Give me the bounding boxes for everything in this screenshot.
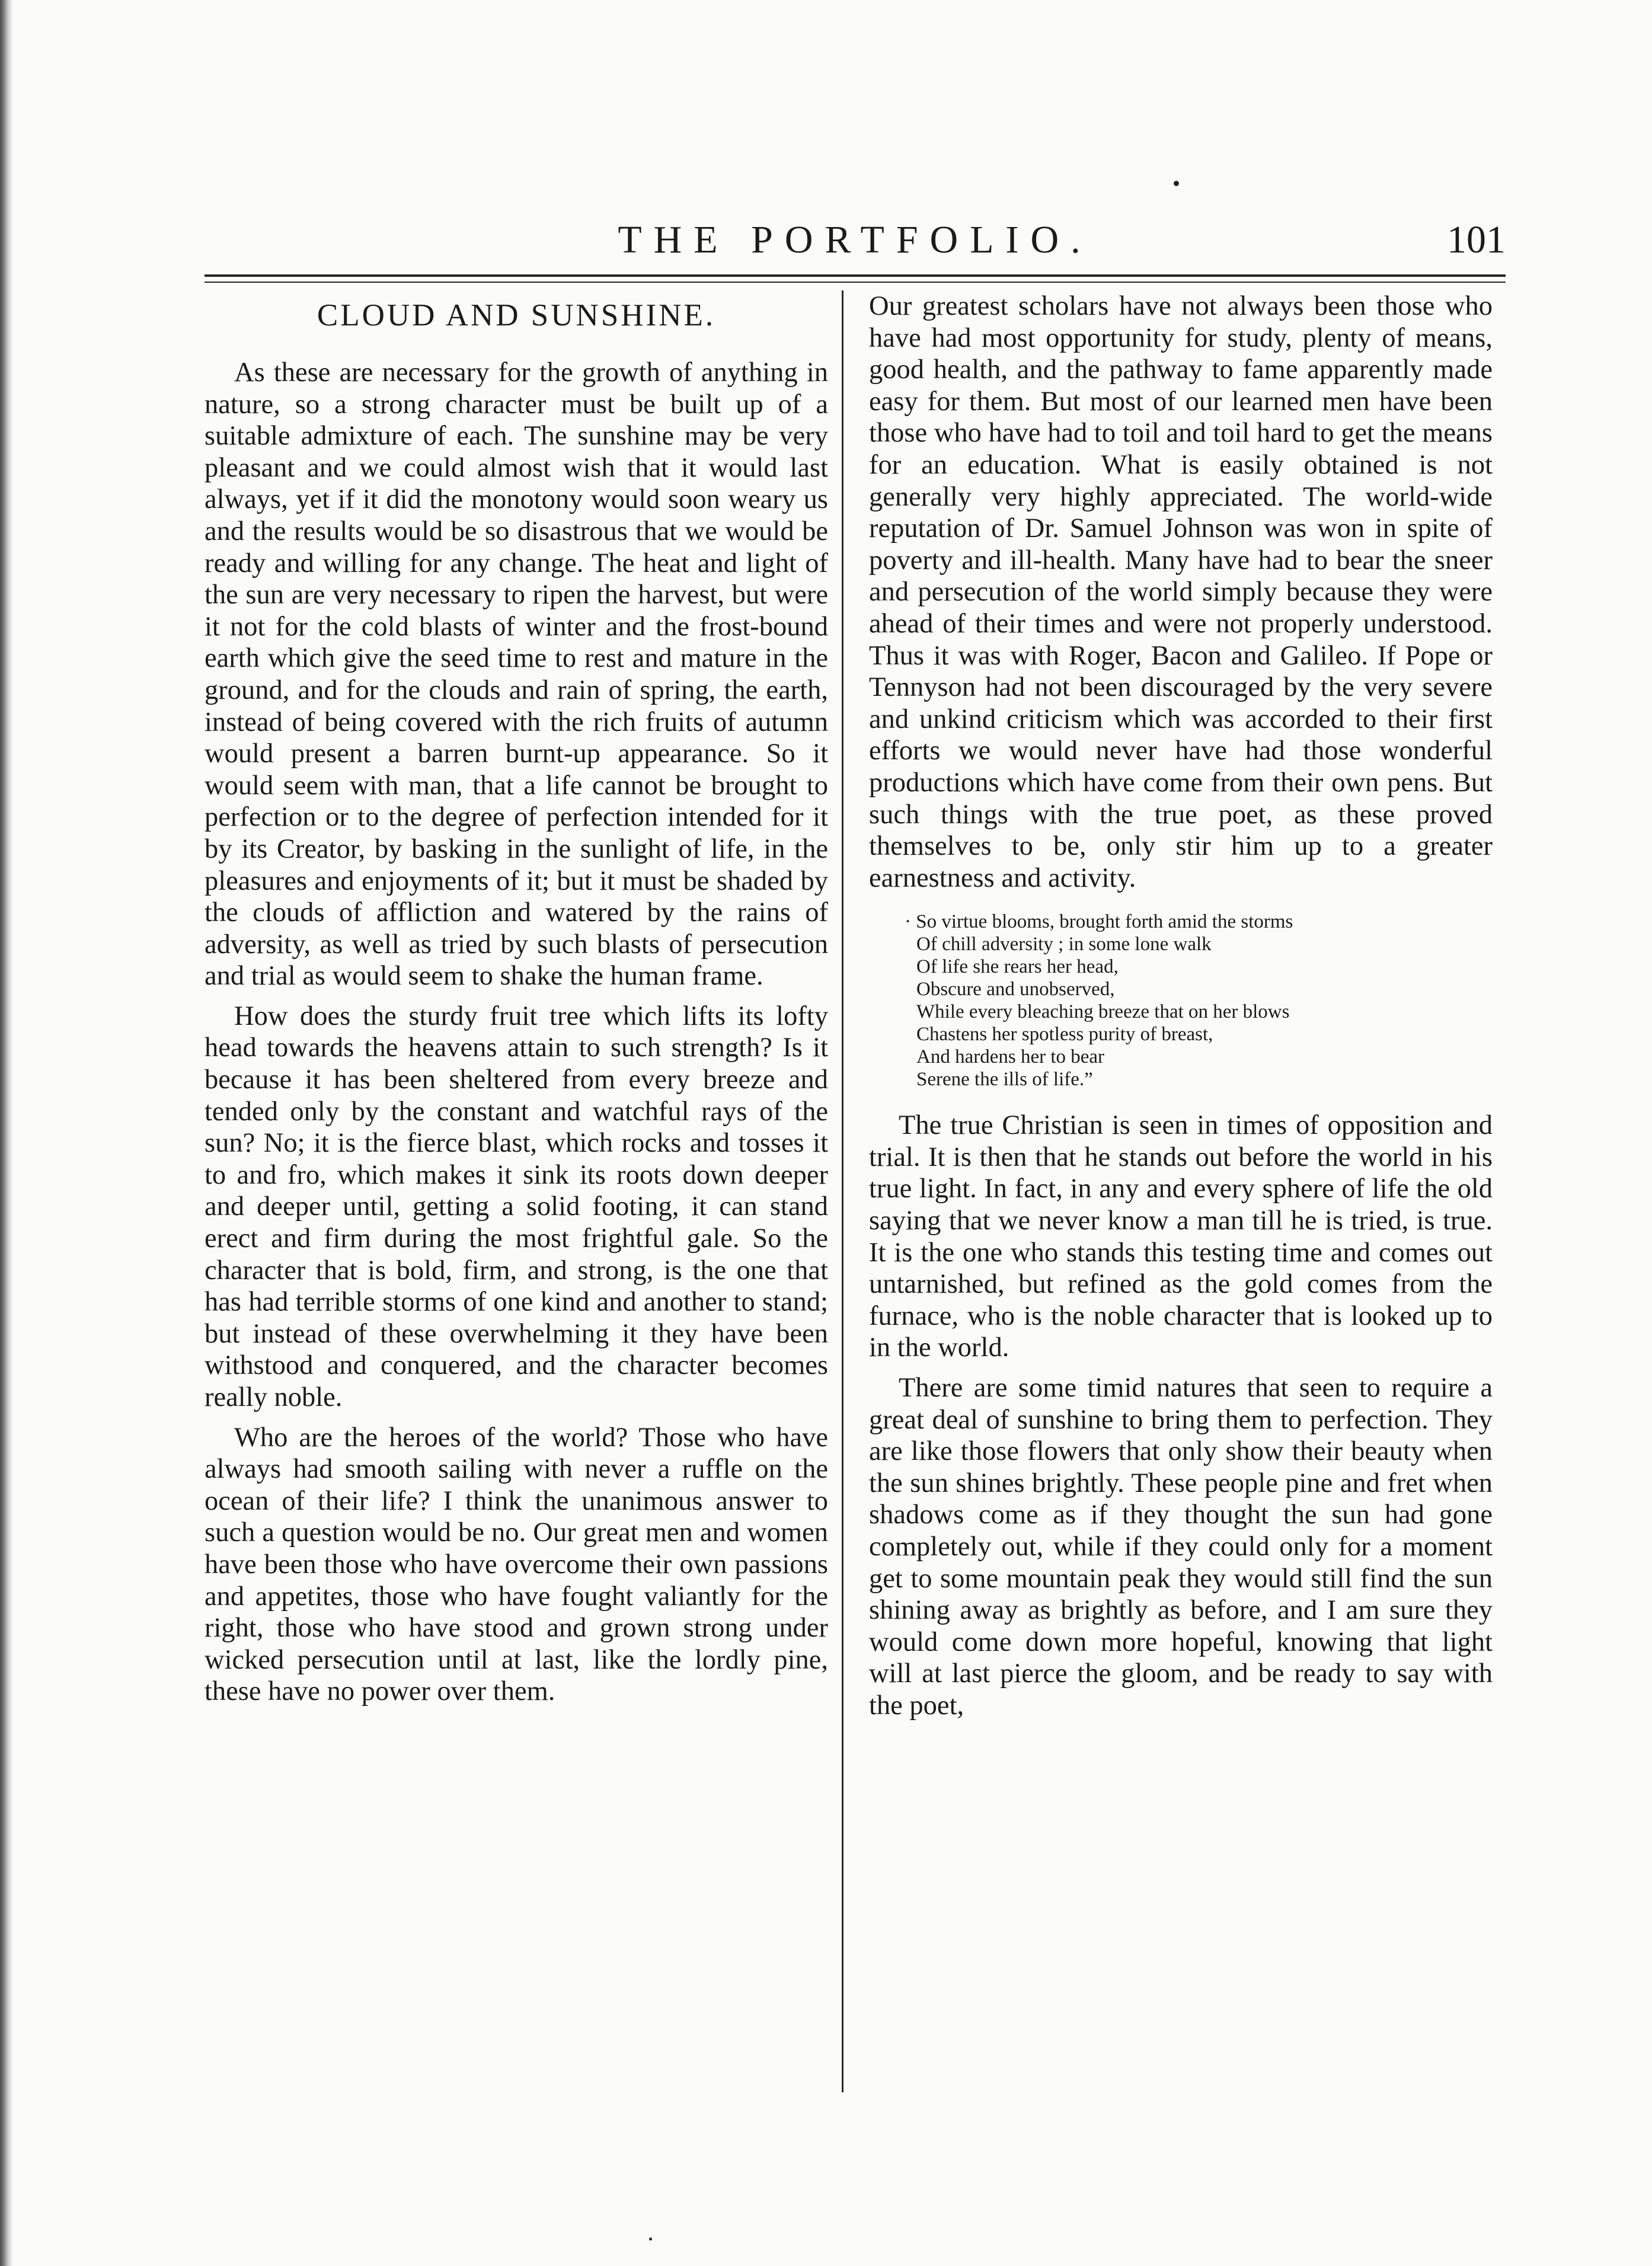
paragraph: As these are necessary for the growth of anything in nature, so a strong character must be built up of a suitable admixture of each. The sunshine may be very pleasant and we could almost wish that it would last always, yet if it did the monotony would soon weary us and the results would be so disastrous that we would be ready and willing for any change. The heat and light of the sun are very necessary to ripen the harvest, but were it not for the cold blasts of winter and the frost-bound earth which give the seed time to rest and mature in the ground, and for the clouds and rain of spring, the earth, instead of being covered with the rich fruits of autumn would present a barren burnt-up appearance. So it would seem with man, that a life cannot be brought to perfection or to the degree of perfection intended for it by its Creator, by basking in the sunlight of life, in the pleasures and enjoyments of it; but it must be shaded by the clouds of affliction and watered by the rains of adversity, as well as tried by such blasts of persecution and trial as would seem to shake the human frame.: [204, 357, 828, 992]
header-rule: [204, 274, 1506, 283]
poem-line: Of chill adversity ; in some lone walk: [916, 934, 1212, 955]
poem-line: Serene the ills of life.”: [916, 1069, 1093, 1091]
paragraph: The true Christian is seen in times of opposition and trial. It is then that he stands out before the world in his true light. In fact, in any and every sphere of life the old saying that we never know a man till he is tried, is true. It is the one who stands this testing time and comes out untarnished, but refined as the gold comes from the furnace, who is the noble character that is looked up to in the world.: [869, 1110, 1493, 1363]
poem-line: While every bleaching breeze that on her blows: [916, 1001, 1290, 1023]
page-number: 101: [1447, 218, 1506, 261]
poem-line: Of life she rears her head,: [916, 956, 1119, 978]
poem-line: · So virtue blooms, brought forth amid the storms: [905, 911, 1293, 933]
running-title: THE PORTFOLIO.: [618, 218, 1092, 261]
poem-line: Chastens her spotless purity of breast,: [916, 1024, 1213, 1046]
running-header: [204, 213, 1506, 267]
paragraph: Who are the heroes of the world? Those who have always had smooth sailing with never a ruffle on the ocean of their life? I think the unanimous answer to such a question would be no. Our great men and women have been those who have overcome their own passions and appetites, those who have fought valiantly for the right, those who have stood and grown strong under wicked persecution until at last, like the lordly pine, these have no power over them.: [204, 1422, 828, 1707]
article-title: CLOUD AND SUNSHINE.: [317, 298, 716, 333]
ink-speck: [1174, 181, 1179, 186]
right-column: [869, 290, 1493, 1730]
poem-line: And hardens her to bear: [916, 1046, 1105, 1068]
paragraph: Our greatest scholars have not always been those who have had most opportunity for study, plenty of means, good health, and the pathway to fame apparently made easy for them. But most of our learned men have been those who have had to toil and toil hard to get the means for an education. What is easily obtained is not generally very highly appreciated. The world-wide reputation of Dr. Samuel Johnson was won in spite of poverty and ill-health. Many have had to bear the sneer and persecution of the world simply because they were ahead of their times and were not properly understood. Thus it was with Roger, Bacon and Galileo. If Pope or Tennyson had not been discouraged by the very severe and unkind criticism which was accorded to their first efforts we would never have had those wonderful productions which have come from their own pens. But such things with the true poet, as these proved themselves to be, only stir him up to a greater earnestness and activity.: [869, 291, 1493, 893]
page-binding-edge: [0, 0, 13, 2266]
ink-speck: [649, 2238, 652, 2241]
poem-line: Obscure and unobserved,: [916, 979, 1115, 1001]
left-column: [204, 290, 828, 1716]
paragraph: There are some timid natures that seen to require a great deal of sunshine to bring them to perfection. They are like those flowers that only show their beauty when the sun shines brightly. These people pine and fret when shadows come as if they thought the sun had gone completely out, while if they could only for a moment get to some mountain peak they would still find the sun shining away as brightly as before, and I am sure they would come down more hopeful, knowing that light will at last pierce the gloom, and be ready to say with the poet,: [869, 1373, 1493, 1721]
paragraph: How does the sturdy fruit tree which lifts its lofty head towards the heavens attain to such strength? Is it because it has been sheltered from every breeze and tended only by the constant and watchful rays of the sun? No; it is the fierce blast, which rocks and tosses it to and fro, which makes it sink its roots down deeper and deeper until, getting a solid footing, it can stand erect and firm during the most frightful gale. So the character that is bold, firm, and strong, is the one that has had terrible storms of one kind and another to stand; but instead of these overwhelming it they have been withstood and conquered, and the character becomes really noble.: [204, 1001, 828, 1412]
poem-quote: [905, 910, 1493, 1091]
column-divider: [842, 290, 843, 2092]
